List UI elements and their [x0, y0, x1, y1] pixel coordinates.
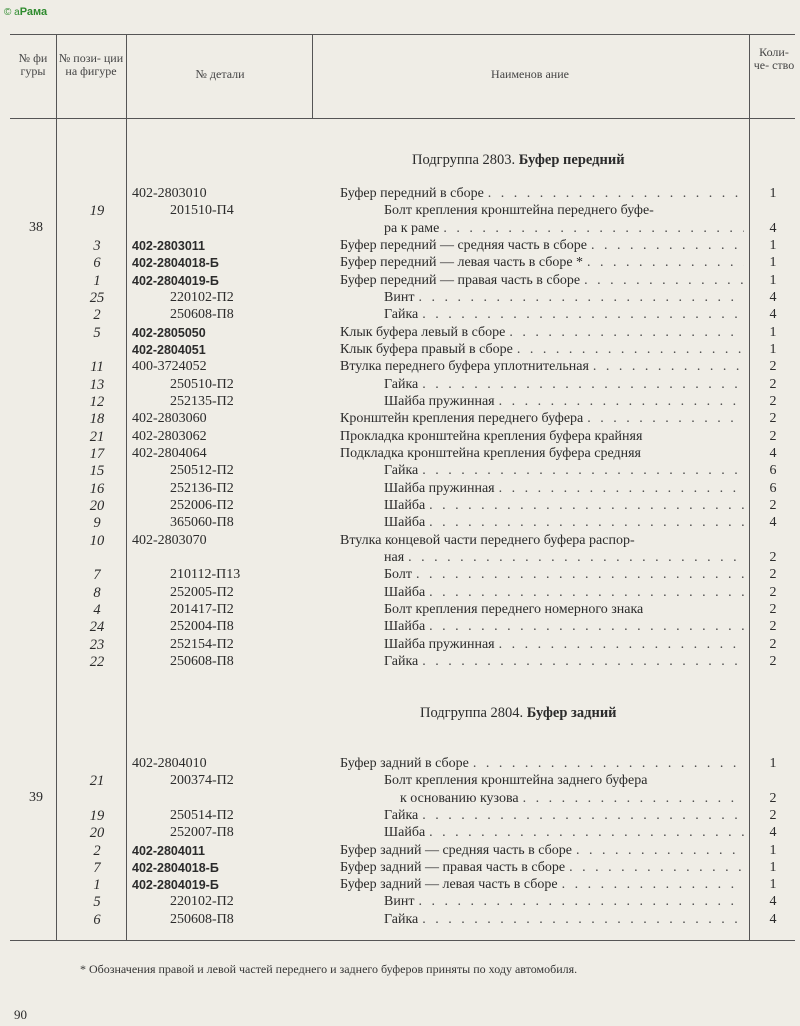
position-number: 6 — [93, 255, 101, 272]
part-name — [340, 411, 744, 427]
part-name-text: Буфер передний — средняя часть в сборе — [340, 237, 588, 253]
position-number: 9 — [93, 515, 101, 532]
part-number: 250608-П8 — [170, 911, 234, 927]
quantity: 2 — [769, 376, 777, 392]
part-name-text: Гайка — [384, 911, 419, 927]
quantity: 4 — [769, 289, 777, 305]
part-name — [384, 463, 744, 479]
dot-leader — [473, 756, 744, 772]
header-pos: № пози- ции на фигуре — [58, 51, 124, 78]
subgroup-label: Подгруппа 2804. — [420, 705, 524, 721]
part-number: 252004-П8 — [170, 619, 234, 635]
quantity: 4 — [769, 911, 777, 927]
part-name-text: Гайка — [384, 653, 419, 669]
part-name-text: Гайка — [384, 463, 419, 479]
subgroup-2804-heading — [420, 705, 617, 722]
part-name — [384, 912, 744, 928]
part-name-text: Шайба пружинная — [384, 636, 495, 652]
part-name — [384, 394, 744, 410]
part-name — [384, 498, 744, 514]
page-number: 90 — [14, 1007, 27, 1022]
position-number: 21 — [89, 428, 105, 445]
part-name-text: Буфер передний — левая часть в сборе * — [340, 255, 584, 271]
part-name-text: Шайба пружинная — [384, 393, 495, 409]
quantity: 1 — [769, 756, 777, 771]
quantity: 2 — [769, 807, 777, 823]
dot-leader — [422, 377, 744, 393]
dot-leader — [587, 411, 744, 427]
subgroup-label: Подгруппа 2803. — [412, 152, 516, 168]
part-number: 252006-П2 — [170, 497, 234, 513]
part-name — [384, 377, 744, 393]
quantity: 1 — [769, 842, 777, 858]
part-name — [340, 255, 744, 271]
quantity: 1 — [769, 237, 777, 253]
position-number: 7 — [93, 859, 101, 876]
part-name — [340, 860, 744, 876]
quantity: 2 — [769, 636, 777, 652]
part-name-text: Кронштейн крепления переднего буфера — [340, 411, 584, 427]
part-name-text: Подкладка кронштейна крепления буфера средняя — [340, 445, 641, 461]
dot-leader — [499, 481, 744, 497]
part-name — [384, 515, 744, 531]
part-name — [384, 808, 744, 824]
subgroup-title: Буфер передний — [518, 152, 625, 168]
dot-leader — [422, 808, 744, 824]
position-number: 2 — [93, 842, 101, 859]
part-name — [384, 585, 744, 601]
part-number: 402-2804018-Б — [132, 256, 219, 271]
quantity: 4 — [769, 307, 777, 323]
part-name-text: Шайба — [384, 584, 426, 600]
part-name-text: Шайба — [384, 497, 426, 513]
position-number: 20 — [89, 497, 105, 514]
header-bottom-border — [10, 118, 795, 119]
position-number: 15 — [89, 463, 105, 480]
header-name: Наименов ание — [491, 67, 569, 81]
quantity: 1 — [769, 186, 777, 201]
part-name-text: Шайба пружинная — [384, 480, 495, 496]
part-name — [384, 894, 744, 910]
dot-leader — [429, 619, 744, 635]
part-number: 402-2804019-Б — [132, 273, 219, 288]
part-name — [340, 273, 744, 289]
quantity: 4 — [769, 515, 777, 531]
part-name — [340, 533, 744, 549]
part-name-text: Гайка — [384, 307, 419, 323]
position-number: 16 — [89, 480, 105, 497]
dot-leader — [488, 186, 744, 202]
position-number: 24 — [89, 619, 105, 636]
part-name — [340, 342, 744, 358]
part-name-text: к основанию кузова — [400, 790, 519, 806]
part-name-text: Буфер задний — правая часть в сборе — [340, 859, 566, 875]
footnote: * Обозначения правой и левой частей переднего и заднего буферов приняты по ходу автомобиля. — [80, 962, 578, 976]
part-number: 400-3724052 — [132, 359, 207, 375]
dot-leader — [499, 394, 744, 410]
quantity: 2 — [769, 619, 777, 635]
dot-leader — [422, 463, 744, 479]
quantity: 2 — [769, 428, 777, 444]
dot-leader — [422, 654, 744, 670]
part-name-text: Втулка переднего буфера уплотнительная — [340, 359, 589, 375]
part-number: 402-2804019-Б — [132, 878, 219, 893]
position-number: 22 — [89, 653, 105, 670]
part-name-text: Шайба — [384, 619, 426, 635]
dot-leader — [593, 359, 744, 375]
dot-leader — [422, 307, 744, 323]
part-name-text: Буфер задний — левая часть в сборе — [340, 877, 558, 893]
quantity: 2 — [769, 549, 777, 565]
part-name-text: Болт крепления переднего номерного знака — [384, 601, 644, 617]
dot-leader — [562, 877, 744, 893]
part-name-text: Шайба — [384, 515, 426, 531]
part-number: 250512-П2 — [170, 463, 234, 479]
part-number: 201510-П4 — [170, 203, 234, 219]
position-number: 21 — [89, 773, 105, 790]
quantity: 4 — [769, 220, 777, 236]
position-number: 25 — [89, 289, 105, 306]
part-name-text: Буфер задний — средняя часть в сборе — [340, 842, 573, 858]
part-name-text: Болт — [384, 567, 412, 583]
part-name-text: ра к раме — [384, 220, 440, 236]
subgroup-title: Буфер задний — [526, 705, 617, 721]
part-name-text: Шайба — [384, 825, 426, 841]
part-number: 402-2805050 — [132, 325, 206, 340]
part-name-text: Винт — [384, 289, 415, 305]
part-name-text: Винт — [384, 894, 415, 910]
part-number: 402-2804011 — [132, 843, 205, 858]
dot-leader — [416, 567, 744, 583]
quantity: 1 — [769, 877, 777, 893]
part-name — [384, 567, 744, 583]
quantity: 1 — [769, 272, 777, 288]
position-number: 19 — [89, 203, 105, 220]
part-number: 402-2803060 — [132, 411, 207, 427]
part-number: 402-2804051 — [132, 342, 206, 357]
part-number: 250608-П8 — [170, 307, 234, 323]
dot-leader — [429, 498, 744, 514]
part-name — [340, 877, 744, 893]
dot-leader — [584, 273, 744, 289]
col-divider-fig — [56, 34, 57, 940]
position-number: 1 — [93, 877, 101, 894]
watermark-logo: © aРама — [4, 6, 48, 18]
quantity: 2 — [769, 601, 777, 617]
part-name — [384, 825, 744, 841]
part-name-text: Клык буфера левый в сборе — [340, 324, 506, 340]
dot-leader — [422, 912, 744, 928]
figure-number: 38 — [29, 220, 43, 236]
part-number: 252007-П8 — [170, 825, 234, 841]
dot-leader — [509, 325, 744, 341]
quantity: 6 — [769, 480, 777, 496]
part-number: 402-2804010 — [132, 756, 207, 771]
quantity: 1 — [769, 255, 777, 271]
part-name-text: Гайка — [384, 807, 419, 823]
position-number: 10 — [89, 532, 105, 549]
part-name — [340, 429, 744, 445]
quantity: 4 — [769, 825, 777, 841]
dot-leader — [587, 255, 744, 271]
position-number: 13 — [89, 376, 105, 393]
table-top-border — [10, 34, 795, 35]
part-name-text: Втулка концевой части переднего буфера распор- — [340, 532, 635, 548]
part-name-text: Болт крепления кронштейна заднего буфера — [384, 773, 648, 789]
header-fig: № фи гуры — [18, 51, 48, 78]
part-number: 252005-П2 — [170, 584, 234, 600]
part-number: 365060-П8 — [170, 515, 234, 531]
dot-leader — [418, 894, 744, 910]
quantity: 1 — [769, 859, 777, 875]
dot-leader — [408, 550, 744, 566]
part-name — [384, 637, 744, 653]
part-number: 252154-П2 — [170, 636, 234, 652]
position-number: 5 — [93, 324, 101, 341]
part-name-text: Болт крепления кронштейна переднего буфе- — [384, 203, 654, 219]
part-name — [384, 481, 744, 497]
part-name — [384, 203, 744, 219]
part-name — [384, 221, 744, 237]
quantity: 4 — [769, 445, 777, 461]
subgroup-2803-heading — [412, 152, 625, 169]
position-number: 12 — [89, 393, 105, 410]
position-number: 5 — [93, 894, 101, 911]
dot-leader — [499, 637, 744, 653]
part-number: 402-2803070 — [132, 532, 207, 548]
dot-leader — [418, 290, 744, 306]
part-number: 402-2803010 — [132, 186, 207, 201]
quantity: 2 — [769, 584, 777, 600]
part-name — [384, 307, 744, 323]
figure-number: 39 — [29, 790, 43, 806]
quantity: 2 — [769, 790, 777, 806]
part-number: 402-2803062 — [132, 428, 207, 444]
part-name — [384, 550, 744, 566]
part-name — [340, 756, 744, 772]
table-bottom-border — [10, 940, 795, 941]
part-name — [384, 654, 744, 670]
part-number: 210112-П13 — [170, 567, 241, 583]
position-number: 8 — [93, 584, 101, 601]
quantity: 6 — [769, 463, 777, 479]
quantity: 2 — [769, 653, 777, 669]
dot-leader — [429, 585, 744, 601]
part-number: 252136-П2 — [170, 480, 234, 496]
position-number: 1 — [93, 272, 101, 289]
part-name — [340, 238, 744, 254]
part-number: 402-2804064 — [132, 445, 207, 461]
col-divider-part — [312, 34, 313, 118]
part-number: 200374-П2 — [170, 773, 234, 789]
part-name — [384, 290, 744, 306]
dot-leader — [429, 515, 744, 531]
part-number: 250514-П2 — [170, 807, 234, 823]
part-name-text: Клык буфера правый в сборе — [340, 341, 513, 357]
position-number: 17 — [89, 445, 105, 462]
part-name — [340, 446, 744, 462]
position-number: 2 — [93, 307, 101, 324]
position-number: 3 — [93, 237, 101, 254]
position-number: 4 — [93, 601, 101, 618]
dot-leader — [443, 221, 744, 237]
dot-leader — [523, 791, 744, 807]
quantity: 2 — [769, 567, 777, 583]
part-name — [400, 791, 744, 807]
part-name-text: Буфер задний в сборе — [340, 756, 469, 771]
part-number: 252135-П2 — [170, 393, 234, 409]
dot-leader — [576, 843, 744, 859]
quantity: 2 — [769, 411, 777, 427]
part-name — [384, 602, 744, 618]
part-name-text: Прокладка кронштейна крепления буфера крайняя — [340, 428, 643, 444]
position-number: 6 — [93, 911, 101, 928]
part-name — [384, 619, 744, 635]
quantity: 2 — [769, 359, 777, 375]
dot-leader — [429, 825, 744, 841]
part-number: 250510-П2 — [170, 376, 234, 392]
part-number: 220102-П2 — [170, 289, 234, 305]
part-name — [340, 843, 744, 859]
quantity: 2 — [769, 393, 777, 409]
part-name-text: Буфер передний в сборе — [340, 186, 484, 201]
quantity: 1 — [769, 341, 777, 357]
part-name — [384, 773, 744, 789]
position-number: 23 — [89, 636, 105, 653]
part-name — [340, 325, 744, 341]
header-part: № детали — [195, 67, 245, 81]
position-number: 19 — [89, 807, 105, 824]
dot-leader — [569, 860, 744, 876]
part-number: 250608-П8 — [170, 653, 234, 669]
part-number: 402-2803011 — [132, 238, 205, 253]
part-number: 220102-П2 — [170, 894, 234, 910]
quantity: 4 — [769, 894, 777, 910]
part-name — [340, 186, 744, 202]
quantity: 1 — [769, 324, 777, 340]
part-name-text: ная — [384, 549, 405, 565]
position-number: 20 — [89, 825, 105, 842]
part-name-text: Гайка — [384, 376, 419, 392]
part-number: 201417-П2 — [170, 601, 234, 617]
part-name-text: Буфер передний — правая часть в сборе — [340, 272, 581, 288]
part-number: 402-2804018-Б — [132, 860, 219, 875]
part-name — [340, 359, 744, 375]
position-number: 11 — [90, 359, 104, 376]
header-qty: Коли- че- ство — [753, 45, 795, 72]
position-number: 7 — [93, 567, 101, 584]
quantity: 2 — [769, 497, 777, 513]
dot-leader — [591, 238, 744, 254]
position-number: 18 — [89, 411, 105, 428]
col-divider-name — [749, 34, 750, 940]
dot-leader — [517, 342, 744, 358]
